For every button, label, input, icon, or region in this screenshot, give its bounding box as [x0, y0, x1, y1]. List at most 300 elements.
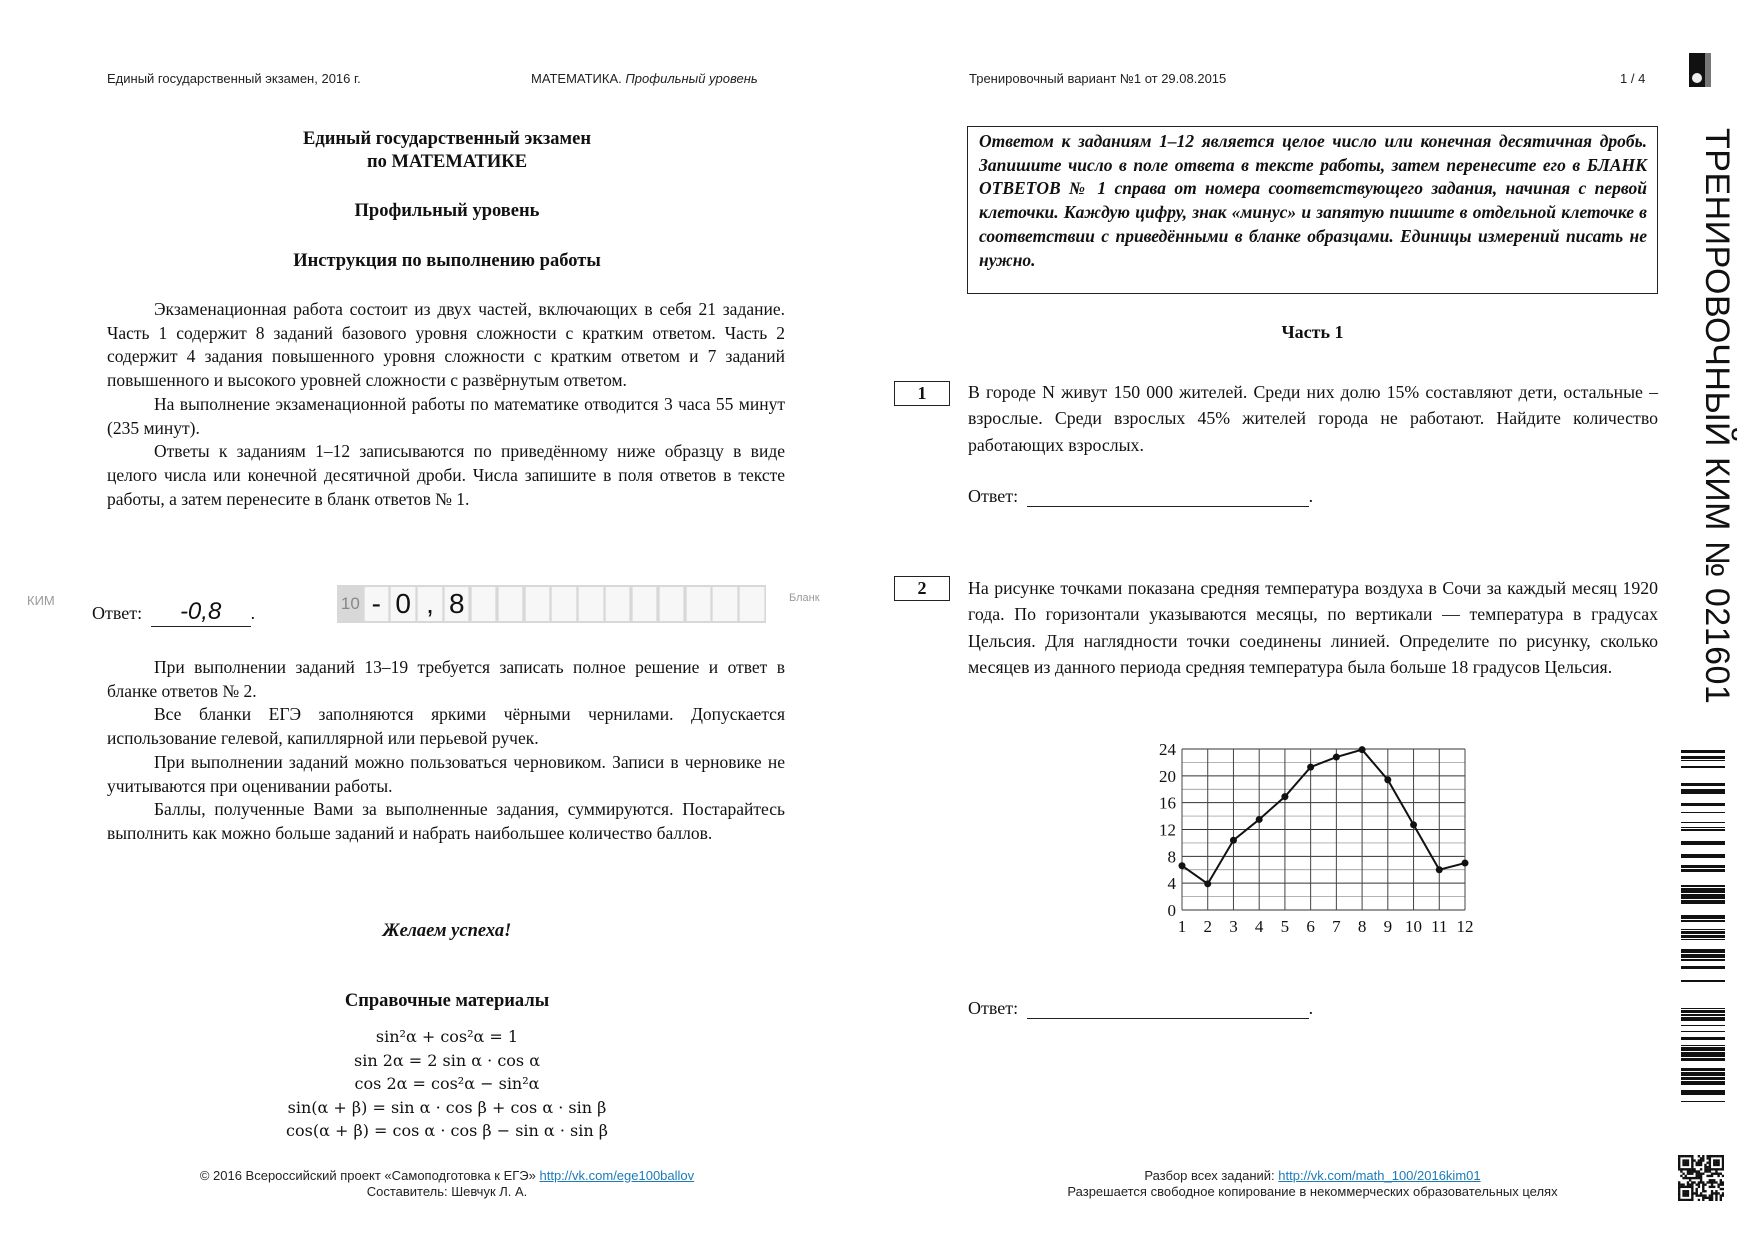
barcode-bar	[1681, 1031, 1725, 1032]
qr-module	[1702, 1159, 1704, 1161]
header-subject-name: МАТЕМАТИКА.	[531, 71, 622, 86]
qr-module	[1691, 1181, 1693, 1183]
x-tick-label: 10	[1405, 917, 1423, 936]
temperature-chart	[1130, 735, 1480, 945]
formula: cos(α + β) = cos α · cos β − sin α · sin β	[286, 1121, 608, 1140]
qr-module	[1700, 1164, 1702, 1166]
qr-module	[1682, 1173, 1684, 1175]
qr-module	[1693, 1181, 1695, 1183]
barcode-icon	[1681, 750, 1725, 1102]
qr-module	[1678, 1164, 1680, 1166]
qr-module	[1709, 1168, 1711, 1170]
exam-title	[107, 128, 787, 174]
qr-module	[1711, 1194, 1713, 1196]
qr-module	[1720, 1155, 1722, 1157]
qr-module	[1691, 1190, 1693, 1192]
blank-row-number: 10	[340, 594, 360, 613]
qr-module	[1711, 1155, 1713, 1157]
qr-module	[1720, 1181, 1722, 1183]
project-link[interactable]: http://vk.com/ege100ballov	[539, 1168, 695, 1183]
qr-module	[1706, 1155, 1708, 1157]
qr-module	[1720, 1194, 1722, 1196]
barcode-bar	[1681, 822, 1725, 823]
qr-module	[1698, 1199, 1700, 1201]
qr-module	[1722, 1157, 1724, 1159]
blank-cell	[659, 587, 684, 621]
qr-module	[1678, 1159, 1680, 1161]
qr-module	[1709, 1166, 1711, 1168]
qr-module	[1689, 1168, 1691, 1170]
qr-module	[1713, 1155, 1715, 1157]
barcode-bar	[1681, 1072, 1725, 1076]
qr-module	[1689, 1173, 1691, 1175]
qr-module	[1709, 1159, 1711, 1161]
sample-answer-label: Ответ:	[92, 603, 143, 623]
qr-module	[1696, 1190, 1698, 1192]
barcode-bar	[1681, 1017, 1725, 1021]
qr-module	[1700, 1168, 1702, 1170]
left-footer	[107, 1168, 787, 1200]
barcode-bar	[1681, 865, 1725, 868]
qr-module	[1713, 1162, 1715, 1164]
qr-module	[1680, 1170, 1682, 1172]
qr-module	[1700, 1159, 1702, 1161]
blank-cell	[712, 587, 737, 621]
qr-module	[1711, 1173, 1713, 1175]
qr-module	[1717, 1192, 1719, 1194]
qr-module	[1698, 1183, 1700, 1185]
qr-module	[1711, 1199, 1713, 1201]
qr-module	[1687, 1186, 1689, 1188]
qr-module	[1687, 1168, 1689, 1170]
qr-module	[1715, 1181, 1717, 1183]
qr-module	[1702, 1188, 1704, 1190]
barcode-bar	[1681, 931, 1725, 934]
qr-module	[1722, 1168, 1724, 1170]
barcode-bar	[1681, 915, 1725, 919]
barcode-bar	[1681, 1058, 1725, 1061]
qr-module	[1715, 1155, 1717, 1157]
qr-module	[1704, 1166, 1706, 1168]
qr-module	[1685, 1190, 1687, 1192]
paragraph: Баллы, полученные Вами за выполненные задания, суммируются. Постарайтесь выполнить как можно больше заданий и набрать наибольшее количество баллов.	[107, 799, 785, 843]
qr-module	[1717, 1186, 1719, 1188]
barcode-bar	[1681, 783, 1725, 786]
qr-module	[1689, 1177, 1691, 1179]
qr-module	[1715, 1173, 1717, 1175]
answer-instructions-box: Ответом к заданиям 1–12 является целое число или конечная десятичная дробь. Запишите число в поле ответа в тексте работы, затем перенесите его в БЛАНК ОТВЕТОВ № 1 справа от номера соответствующего задания, начиная с первой клеточки. Каждую цифру, знак «минус» и запятую пишите в отдельной клеточке в соответствии с приведёнными в бланке образцами. Единицы измерений писать не нужно.	[967, 126, 1658, 294]
qr-module	[1704, 1168, 1706, 1170]
qr-module	[1713, 1159, 1715, 1161]
qr-module	[1717, 1173, 1719, 1175]
blank-cell: 8	[444, 587, 469, 621]
blank-cell	[632, 587, 657, 621]
reference-heading: Справочные материалы	[344, 991, 550, 1011]
qr-module	[1722, 1166, 1724, 1168]
y-tick-label: 16	[1159, 793, 1176, 813]
qr-module	[1709, 1186, 1711, 1188]
data-point	[1410, 821, 1417, 828]
qr-module	[1691, 1173, 1693, 1175]
qr-module	[1722, 1181, 1724, 1183]
qr-module	[1717, 1162, 1719, 1164]
formula: sin(α + β) = sin α · cos β + cos α · sin β	[287, 1097, 607, 1117]
qr-module	[1706, 1157, 1708, 1159]
barcode-bar	[1681, 1077, 1725, 1080]
barcode-bar	[1681, 959, 1725, 961]
qr-module	[1696, 1192, 1698, 1194]
qr-module	[1678, 1168, 1680, 1170]
x-tick-label: 12	[1456, 917, 1474, 936]
blank-cell	[525, 587, 550, 621]
qr-module	[1696, 1177, 1698, 1179]
qr-module	[1682, 1168, 1684, 1170]
analysis-link[interactable]: http://vk.com/math_100/2016kim01	[1278, 1168, 1481, 1183]
qr-module	[1711, 1175, 1713, 1177]
qr-module	[1715, 1168, 1717, 1170]
qr-module	[1713, 1168, 1715, 1170]
qr-module	[1687, 1194, 1689, 1196]
qr-module	[1691, 1194, 1693, 1196]
qr-module	[1700, 1157, 1702, 1159]
qr-module	[1687, 1173, 1689, 1175]
qr-module	[1722, 1164, 1724, 1166]
qr-module	[1693, 1192, 1695, 1194]
qr-module	[1706, 1175, 1708, 1177]
qr-module	[1698, 1173, 1700, 1175]
qr-module	[1682, 1194, 1684, 1196]
qr-module	[1711, 1186, 1713, 1188]
qr-module	[1698, 1159, 1700, 1161]
x-tick-label: 4	[1254, 917, 1264, 936]
qr-module	[1691, 1183, 1693, 1185]
qr-module	[1689, 1183, 1691, 1185]
y-tick-label: 4	[1167, 874, 1176, 894]
qr-module	[1711, 1168, 1713, 1170]
qr-code-icon	[1678, 1155, 1724, 1201]
formula: sin 2α = 2 sin α · cos α	[353, 1050, 541, 1070]
qr-module	[1709, 1175, 1711, 1177]
qr-module	[1687, 1155, 1689, 1157]
qr-module	[1700, 1177, 1702, 1179]
barcode-bar	[1681, 894, 1725, 899]
qr-module	[1689, 1155, 1691, 1157]
qr-module	[1713, 1173, 1715, 1175]
data-point	[1179, 862, 1186, 869]
data-point	[1256, 816, 1263, 823]
qr-module	[1678, 1166, 1680, 1168]
paragraph: Экзаменационная работа состоит из двух частей, включающих в себя 21 задание. Часть 1 содержит 8 заданий базового уровня сложности с кратким ответом. Часть 2 содержит 4 задания повышенного уровня сложности с кратким ответом и 7 заданий повышенного и высокого уровней сложности с развёрнутым ответом.	[107, 299, 785, 391]
qr-module	[1706, 1166, 1708, 1168]
qr-module	[1678, 1194, 1680, 1196]
qr-module	[1702, 1157, 1704, 1159]
qr-module	[1698, 1177, 1700, 1179]
data-point	[1230, 837, 1237, 844]
formula: cos 2α = cos²α − sin²α	[354, 1074, 540, 1093]
kim-label: КИМ	[27, 593, 55, 608]
paragraph: На выполнение экзаменационной работы по математике отводится 3 часа 55 минут (235 минут).	[107, 393, 785, 438]
qr-module	[1685, 1186, 1687, 1188]
blank-label: Бланк	[789, 592, 820, 604]
qr-module	[1691, 1159, 1693, 1161]
qr-module	[1709, 1197, 1711, 1199]
good-luck: Желаем успеха!	[382, 921, 512, 941]
blank-cell	[739, 587, 764, 621]
qr-module	[1700, 1194, 1702, 1196]
blank-cell	[471, 587, 496, 621]
x-tick-label: 11	[1431, 917, 1448, 936]
task-number-box: 2	[894, 576, 950, 601]
qr-module	[1700, 1173, 1702, 1175]
instructions-text-1	[107, 298, 785, 511]
qr-module	[1702, 1173, 1704, 1175]
qr-module	[1720, 1173, 1722, 1175]
blank-cell	[498, 587, 523, 621]
qr-module	[1696, 1173, 1698, 1175]
data-point	[1281, 793, 1288, 800]
barcode-bar	[1681, 1014, 1725, 1016]
qr-module	[1704, 1190, 1706, 1192]
data-point	[1436, 866, 1443, 873]
qr-module	[1685, 1177, 1687, 1179]
qr-module	[1711, 1183, 1713, 1185]
qr-module	[1680, 1186, 1682, 1188]
paragraph: При выполнении заданий 13–19 требуется записать полное решение и ответ в бланке ответов № 2.	[107, 657, 785, 701]
barcode-bar	[1681, 1025, 1725, 1026]
copyright-text: © 2016 Всероссийский проект «Самоподготовка к ЕГЭ»	[199, 1168, 536, 1183]
qr-module	[1709, 1199, 1711, 1201]
qr-module	[1715, 1197, 1717, 1199]
qr-module	[1691, 1170, 1693, 1172]
qr-module	[1720, 1183, 1722, 1185]
header-variant: Тренировочный вариант №1 от 29.08.2015	[969, 71, 1227, 86]
exam-level: Профильный уровень	[354, 201, 540, 221]
instructions-heading: Инструкция по выполнению работы	[293, 251, 601, 271]
qr-module	[1682, 1159, 1684, 1161]
qr-module	[1717, 1175, 1719, 1177]
qr-module	[1713, 1186, 1715, 1188]
qr-module	[1717, 1164, 1719, 1166]
barcode-bar	[1681, 885, 1725, 887]
qr-module	[1715, 1159, 1717, 1161]
data-point	[1307, 764, 1314, 771]
qr-module	[1689, 1186, 1691, 1188]
qr-module	[1685, 1194, 1687, 1196]
qr-module	[1717, 1159, 1719, 1161]
qr-module	[1720, 1199, 1722, 1201]
right-footer	[967, 1168, 1658, 1200]
qr-module	[1698, 1170, 1700, 1172]
x-tick-label: 1	[1177, 917, 1187, 936]
qr-module	[1706, 1181, 1708, 1183]
qr-module	[1715, 1194, 1717, 1196]
qr-module	[1685, 1168, 1687, 1170]
qr-module	[1691, 1162, 1693, 1164]
qr-module	[1678, 1190, 1680, 1192]
qr-module	[1682, 1177, 1684, 1179]
qr-module	[1691, 1155, 1693, 1157]
barcode-bar	[1681, 827, 1725, 828]
qr-module	[1685, 1155, 1687, 1157]
qr-module	[1678, 1181, 1680, 1183]
qr-module	[1696, 1162, 1698, 1164]
paragraph: Ответы к заданиям 1–12 записываются по приведённому ниже образцу в виде целого числа или конечной десятичной дроби. Числа запишите в поля ответов в тексте работы, а затем перенесите в бланк ответов № 1.	[107, 441, 785, 509]
blank-cell: ,	[417, 587, 442, 621]
qr-module	[1678, 1197, 1680, 1199]
qr-module	[1698, 1194, 1700, 1196]
qr-module	[1687, 1177, 1689, 1179]
y-tick-label: 0	[1167, 901, 1176, 920]
page-number: 1 / 4	[1620, 71, 1646, 86]
qr-module	[1702, 1183, 1704, 1185]
qr-module	[1722, 1159, 1724, 1161]
blank-cell: -	[364, 587, 389, 621]
barcode-bar	[1681, 966, 1725, 969]
corner-marker-icon	[1689, 53, 1711, 87]
formula: sin²α + cos²α = 1	[375, 1027, 519, 1046]
exam-title-line1: Единый государственный экзамен	[303, 129, 591, 149]
y-tick-label: 24	[1159, 740, 1176, 759]
license-text: Разрешается свободное копирование в некоммерческих образовательных целях	[1067, 1184, 1558, 1199]
qr-module	[1709, 1179, 1711, 1181]
qr-module	[1680, 1168, 1682, 1170]
qr-module	[1715, 1170, 1717, 1172]
qr-module	[1682, 1183, 1684, 1185]
qr-module	[1691, 1188, 1693, 1190]
qr-module	[1685, 1159, 1687, 1161]
y-tick-label: 20	[1159, 766, 1176, 786]
qr-module	[1691, 1197, 1693, 1199]
qr-module	[1715, 1199, 1717, 1201]
qr-module	[1687, 1170, 1689, 1172]
qr-module	[1722, 1175, 1724, 1177]
qr-module	[1693, 1159, 1695, 1161]
sample-answer-field	[151, 598, 251, 627]
qr-module	[1704, 1170, 1706, 1172]
task-1-answer-field[interactable]	[1027, 486, 1309, 507]
qr-module	[1722, 1194, 1724, 1196]
qr-module	[1704, 1197, 1706, 1199]
qr-module	[1682, 1164, 1684, 1166]
x-tick-label: 5	[1280, 917, 1290, 936]
qr-module	[1685, 1162, 1687, 1164]
barcode-bar	[1681, 949, 1725, 953]
qr-module	[1715, 1164, 1717, 1166]
blank-cell	[605, 587, 630, 621]
x-tick-label: 3	[1229, 917, 1238, 936]
qr-module	[1678, 1183, 1680, 1185]
blank-cell	[686, 587, 711, 621]
y-tick-label: 12	[1159, 820, 1176, 840]
answer-label: Ответ:	[968, 998, 1019, 1018]
qr-module	[1706, 1168, 1708, 1170]
qr-module	[1698, 1164, 1700, 1166]
task-1-answer: Ответ: .	[968, 486, 1314, 506]
reference-formulas	[107, 1025, 787, 1143]
x-tick-label: 9	[1383, 917, 1393, 936]
qr-module	[1678, 1155, 1680, 1157]
qr-module	[1711, 1181, 1713, 1183]
qr-module	[1720, 1188, 1722, 1190]
barcode-bar	[1681, 920, 1725, 922]
task-number-box: 1	[894, 381, 950, 406]
data-point	[1204, 880, 1211, 887]
qr-module	[1687, 1162, 1689, 1164]
qr-module	[1702, 1194, 1704, 1196]
qr-module	[1685, 1199, 1687, 1201]
qr-module	[1682, 1192, 1684, 1194]
qr-module	[1706, 1162, 1708, 1164]
qr-module	[1698, 1162, 1700, 1164]
qr-module	[1691, 1164, 1693, 1166]
task-1-text: В городе N живут 150 000 жителей. Среди них долю 15% составляют дети, остальные – взрослые. Среди взрослых 45% жителей города не работают. Найдите количество работающих взрослых.	[968, 382, 1658, 455]
barcode-bar	[1681, 939, 1725, 940]
barcode-bar	[1681, 750, 1725, 753]
barcode-bar	[1681, 829, 1725, 831]
qr-module	[1687, 1164, 1689, 1166]
qr-module	[1691, 1199, 1693, 1201]
qr-module	[1696, 1170, 1698, 1172]
qr-module	[1700, 1162, 1702, 1164]
qr-module	[1717, 1155, 1719, 1157]
qr-module	[1709, 1157, 1711, 1159]
analysis-text: Разбор всех заданий:	[1144, 1168, 1275, 1183]
task-2-text: На рисунке точками показана средняя температура воздуха в Сочи за каждый месяц 1920 года. По горизонтали указываются месяцы, по вертикали — температура в градусах Цельсия. Для наглядности точки соединены линией. Определите по рисунку, сколько месяцев из данного периода средняя температура была больше 18 градусов Цельсия.	[968, 578, 1658, 677]
barcode-bar	[1681, 766, 1725, 768]
qr-module	[1702, 1186, 1704, 1188]
qr-module	[1713, 1179, 1715, 1181]
barcode-bar	[1681, 888, 1725, 893]
qr-module	[1687, 1199, 1689, 1201]
qr-module	[1704, 1164, 1706, 1166]
qr-module	[1698, 1181, 1700, 1183]
x-tick-label: 7	[1332, 917, 1341, 936]
qr-module	[1696, 1188, 1698, 1190]
barcode-bar	[1681, 760, 1725, 761]
header-exam-name: Единый государственный экзамен, 2016 г.	[107, 71, 361, 86]
qr-module	[1696, 1175, 1698, 1177]
qr-module	[1689, 1179, 1691, 1181]
qr-module	[1682, 1155, 1684, 1157]
qr-module	[1709, 1194, 1711, 1196]
qr-module	[1682, 1190, 1684, 1192]
barcode-bar	[1681, 900, 1725, 904]
answer-label: Ответ:	[968, 486, 1019, 506]
qr-module	[1680, 1155, 1682, 1157]
task-2-answer-field[interactable]	[1027, 998, 1309, 1019]
barcode-bar	[1681, 1037, 1725, 1040]
qr-module	[1722, 1188, 1724, 1190]
qr-module	[1693, 1177, 1695, 1179]
qr-module	[1693, 1170, 1695, 1172]
data-point	[1462, 860, 1469, 867]
qr-module	[1709, 1181, 1711, 1183]
barcode-bar	[1681, 812, 1725, 813]
qr-module	[1678, 1192, 1680, 1194]
qr-module	[1678, 1157, 1680, 1159]
qr-module	[1678, 1188, 1680, 1190]
qr-module	[1682, 1162, 1684, 1164]
qr-module	[1713, 1164, 1715, 1166]
barcode-bar	[1681, 803, 1725, 806]
barcode-bar	[1681, 1052, 1725, 1057]
barcode-bar	[1681, 980, 1725, 982]
blank-cell: 0	[390, 587, 415, 621]
qr-module	[1711, 1197, 1713, 1199]
qr-module	[1689, 1199, 1691, 1201]
sample-answer-value: -0,8	[179, 598, 222, 625]
qr-module	[1687, 1183, 1689, 1185]
